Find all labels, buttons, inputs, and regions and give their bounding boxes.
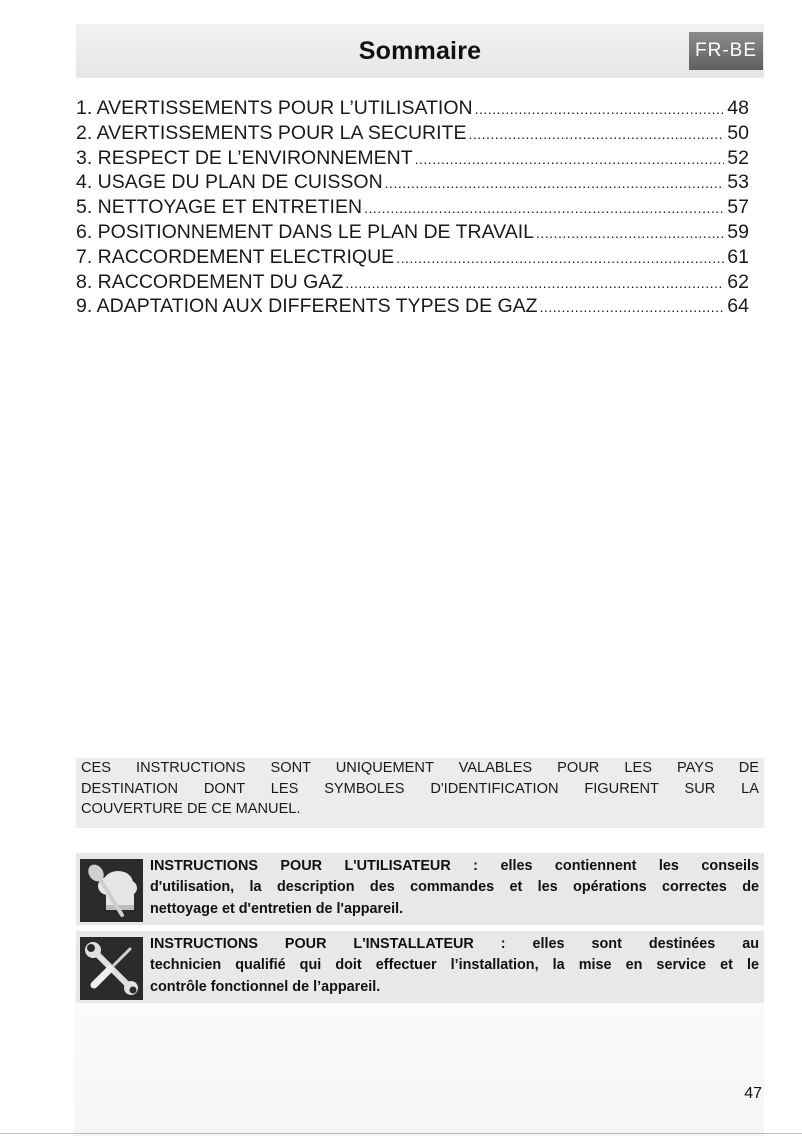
- toc-item-page: 64: [727, 295, 749, 318]
- toc-item[interactable]: [76, 270, 749, 295]
- page-number: 47: [744, 1085, 762, 1102]
- wrench-screwdriver-icon: [80, 937, 143, 1000]
- toc-leader-dots: [540, 295, 725, 319]
- toc-item[interactable]: [76, 195, 749, 220]
- validity-notice: [76, 758, 764, 828]
- instruction-line: INSTRUCTIONS POUR L'UTILISATEUR : elles contiennent les conseils: [150, 858, 759, 874]
- toc-item-title: 4. USAGE DU PLAN DE CUISSON: [76, 171, 383, 194]
- notice-line: COUVERTURE DE CE MANUEL.: [81, 801, 301, 817]
- instruction-line: technicien qualifié qui doit effectuer l’installation, la mise en service et le: [150, 957, 759, 974]
- page-title: Sommaire: [358, 37, 482, 65]
- toc-item-page: 57: [727, 196, 749, 219]
- toc-leader-dots: [468, 122, 724, 146]
- user-instructions-text: [150, 856, 759, 920]
- toc-item-title: 2. AVERTISSEMENTS POUR LA SECURITE: [76, 121, 467, 144]
- toc-item-page: 53: [727, 171, 749, 194]
- toc-item[interactable]: [76, 121, 749, 146]
- toc-item-title: 1. AVERTISSEMENTS POUR L’UTILISATION: [76, 97, 473, 119]
- toc-leader-dots: [364, 196, 724, 220]
- toc-item-page: 61: [727, 245, 749, 268]
- toc-leader-dots: [536, 221, 724, 245]
- installer-instructions-box: [76, 931, 764, 1003]
- toc-item-page: 50: [727, 121, 749, 144]
- installer-instructions-text: [150, 934, 759, 998]
- instruction-line: nettoyage et d'entretien de l'appareil.: [150, 900, 404, 917]
- toc-item-title: 5. NETTOYAGE ET ENTRETIEN: [76, 196, 363, 219]
- notice-line: CES INSTRUCTIONS SONT UNIQUEMENT VALABLES POUR LES PAYS DE: [81, 760, 759, 776]
- instruction-line: contrôle fonctionnel de l’appareil.: [150, 978, 381, 995]
- toc-item[interactable]: [76, 146, 749, 171]
- toc-item-title: 7. RACCORDEMENT ELECTRIQUE: [76, 245, 395, 268]
- toc-leader-dots: [396, 246, 724, 270]
- toc-leader-dots: [385, 171, 725, 195]
- instruction-line: d'utilisation, la description des commandes et les opérations correctes de: [150, 879, 759, 896]
- toc-leader-dots: [415, 147, 725, 171]
- toc-leader-dots: [345, 271, 724, 295]
- toc-leader-dots: [475, 97, 725, 121]
- table-of-contents: [76, 96, 749, 319]
- toc-item-page: 52: [727, 146, 749, 169]
- language-badge: FR-BE: [689, 32, 763, 70]
- user-instructions-box: [76, 853, 764, 925]
- chef-hat-spoon-icon: [80, 859, 143, 922]
- toc-item-title: 9. ADAPTATION AUX DIFFERENTS TYPES DE GAZ: [76, 295, 538, 318]
- toc-item[interactable]: [76, 96, 749, 121]
- toc-item[interactable]: [76, 170, 749, 195]
- instruction-line: INSTRUCTIONS POUR L'INSTALLATEUR : elles sont destinées au: [150, 936, 759, 952]
- toc-item-title: 8. RACCORDEMENT DU GAZ: [76, 270, 344, 293]
- toc-item-page: 59: [727, 220, 749, 243]
- toc-item-page: 48: [727, 97, 749, 119]
- toc-item-title: 3. RESPECT DE L’ENVIRONNEMENT: [76, 146, 413, 169]
- toc-item[interactable]: [76, 245, 749, 270]
- toc-item-title: 6. POSITIONNEMENT DANS LE PLAN DE TRAVAIL: [76, 220, 535, 243]
- toc-item[interactable]: [76, 294, 749, 319]
- toc-item[interactable]: [76, 220, 749, 245]
- notice-line: DESTINATION DONT LES SYMBOLES D'IDENTIFICATION FIGURENT SUR LA: [81, 780, 759, 797]
- toc-item-page: 62: [727, 270, 749, 293]
- bottom-divider: [0, 1133, 802, 1134]
